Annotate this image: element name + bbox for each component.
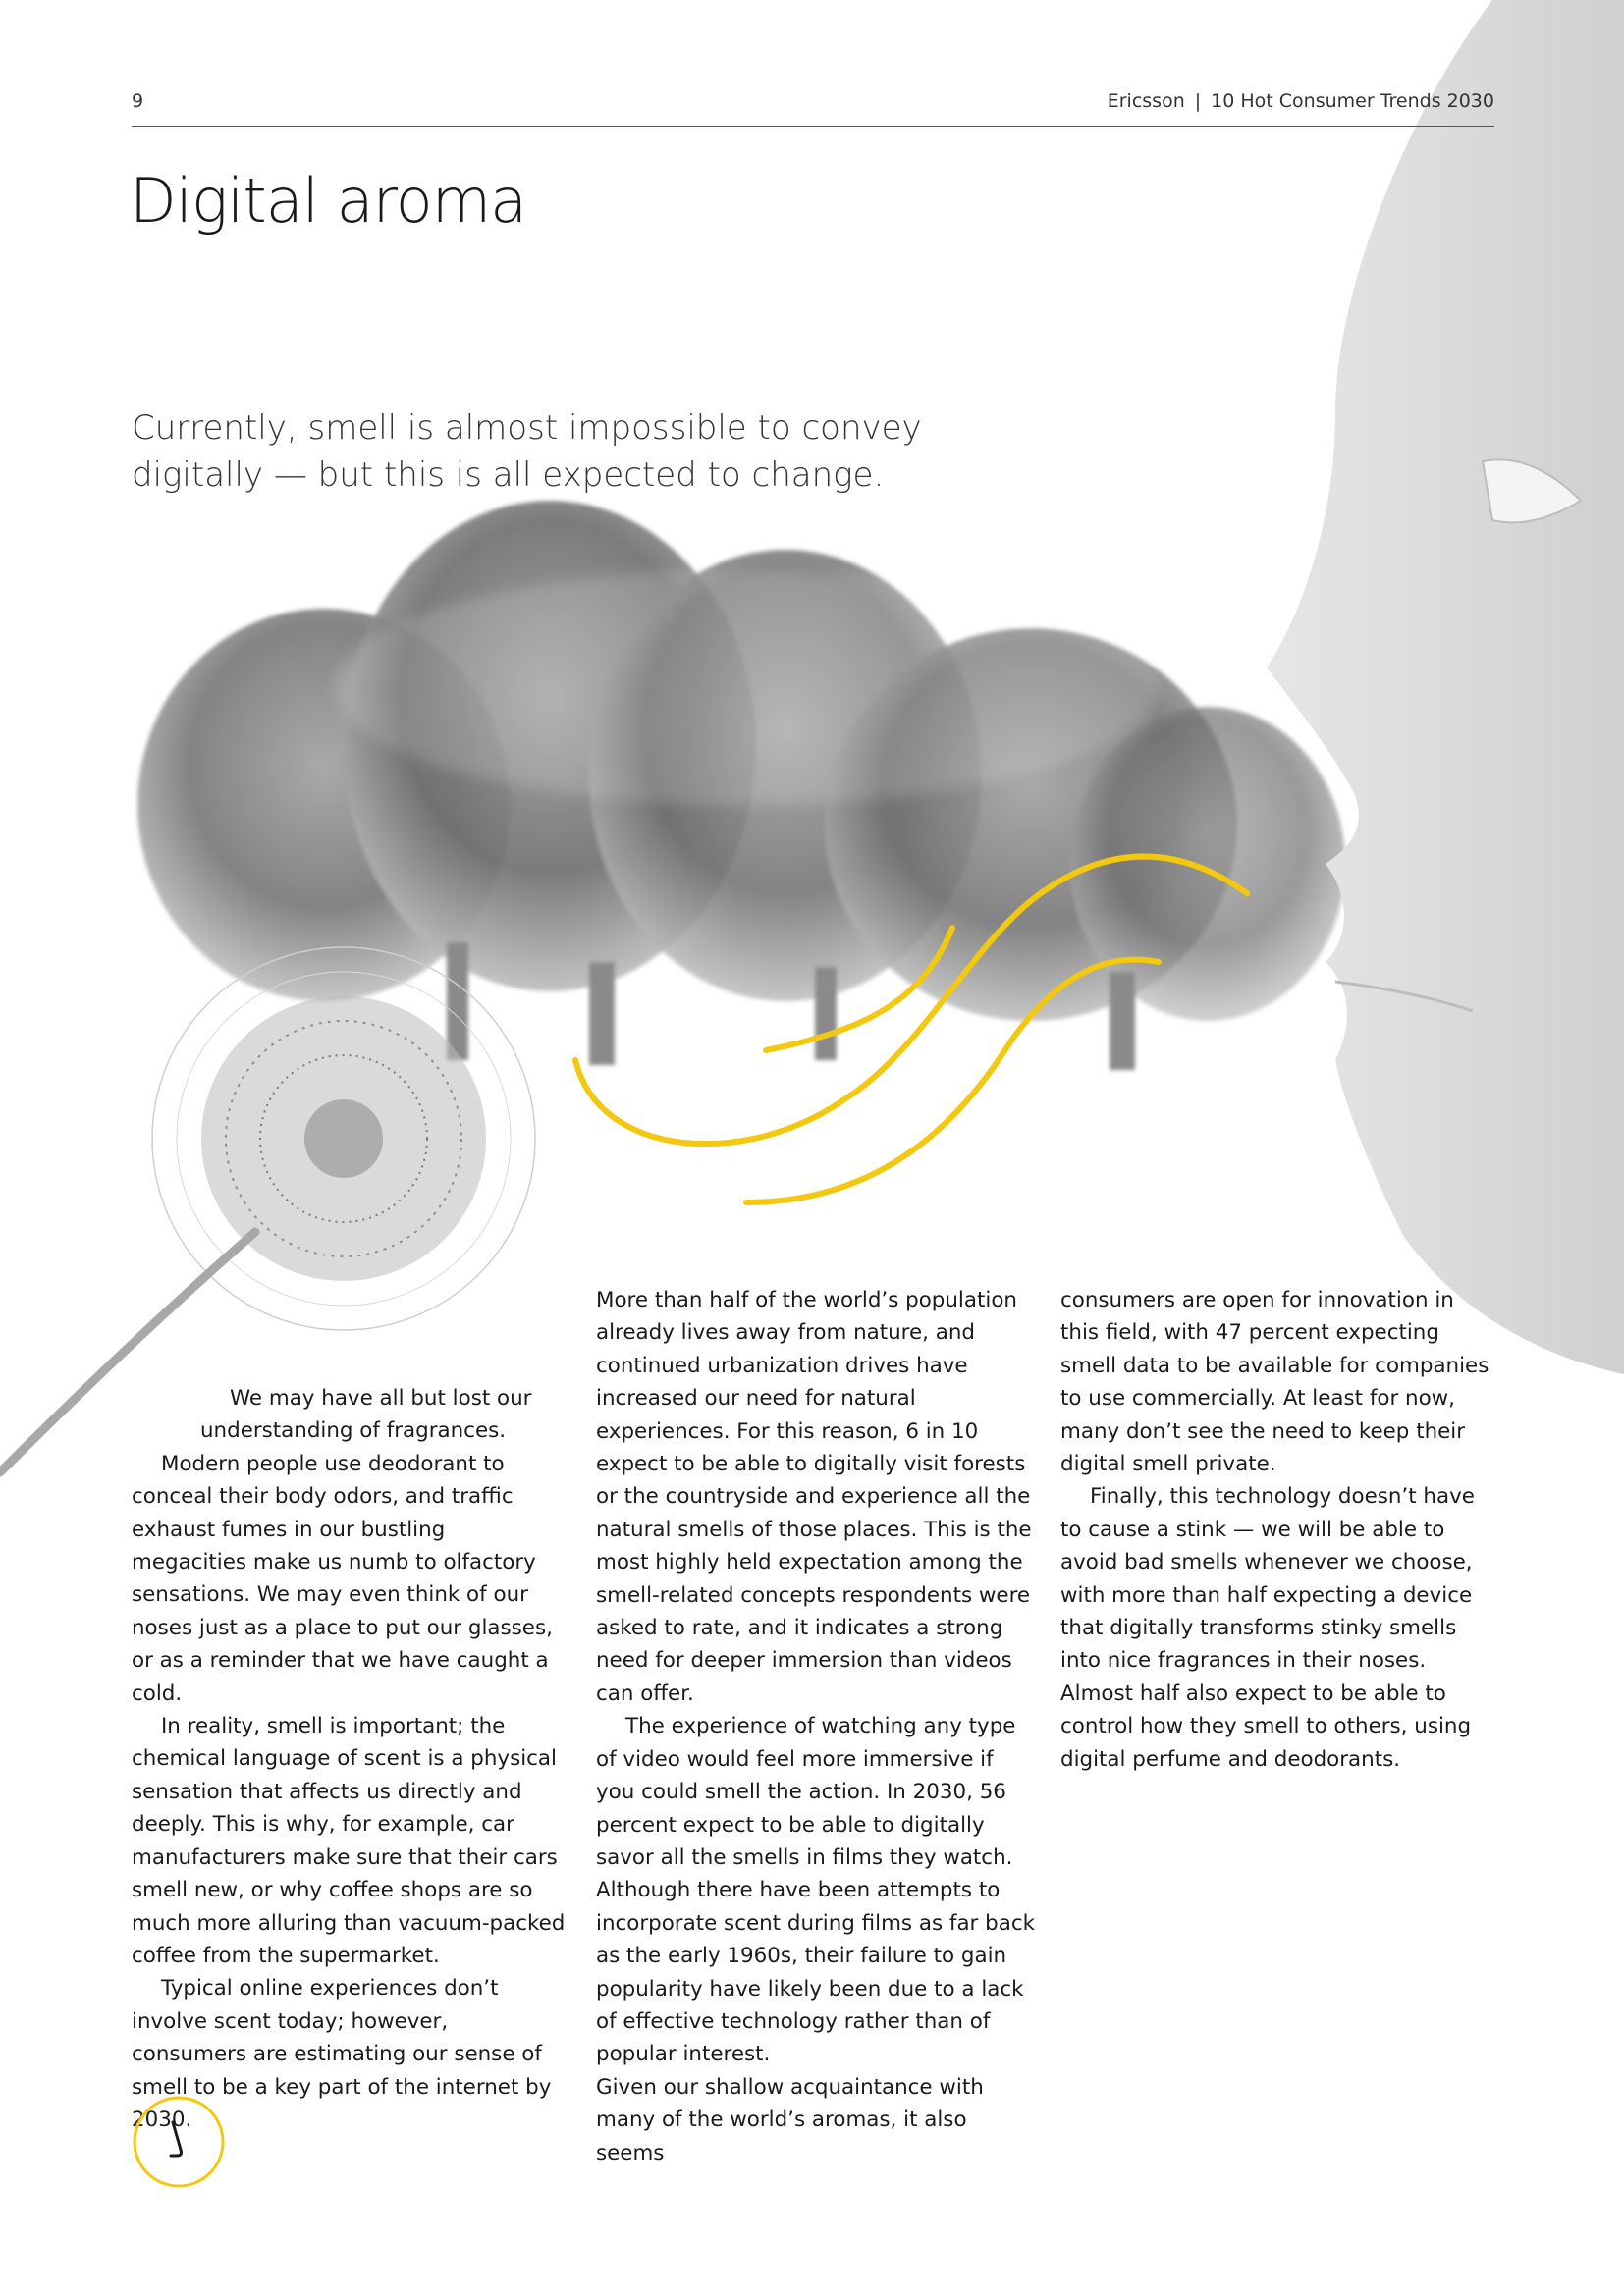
nose-icon [132,2095,226,2189]
paragraph: We may have all but lost our understanding of fragrances. [200,1386,532,1444]
header-separator: | [1194,90,1202,112]
paragraph: consumers are open for innovation in this field, with 47 percent expecting smell data to be available for companies to use commercially. At least for now, many don’t see the need to keep their digital smell private. [1060,1288,1489,1477]
paragraph: In reality, smell is important; the chemical language of scent is a physical sensation that affects us directly and deeply. This is why, for example, car manufacturers make sure that their cars smell new, or why coffee shops are so much more alluring than vacuum-packed coffee from the supermarket. [132,1714,566,1968]
header-divider [132,126,1494,127]
publisher-name: Ericsson [1107,90,1185,112]
page-number: 9 [132,90,144,112]
paragraph: More than half of the world’s population already lives away from nature, and continued urbanization drives have increased our need for natural experiences. For this reason, 6 in 10 expect to be able to digitally visit forests or the countryside and experience all the natural smells of those places. This is the most highly held expectation among the smell-related concepts respondents were asked to rate, and it indicates a strong need for deeper immersion than videos can offer. [596,1288,1032,1706]
report-title: 10 Hot Consumer Trends 2030 [1211,90,1494,112]
page-subtitle: Currently, smell is almost impossible to convey digitally — but this is all expected to change. [132,408,922,495]
text-column-3 [1060,1284,1494,1776]
paragraph: Typical online experiences don’t involve scent today; however, consumers are estimating our sense of smell to be a key part of the internet by 2030. [132,1976,552,2132]
page-title: Digital aroma [130,165,527,237]
face-image [1267,0,1624,1374]
text-column-2 [596,1284,1036,2169]
trees-image [137,501,1345,1070]
text-column-1 [132,1382,566,2136]
paragraph: Finally, this technology doesn’t have to cause a stink — we will be able to avoid bad smells whenever we choose, with more than half expecting a device that digitally transforms stinky smells into nice fragrances in their noses. Almost half also expect to be able to control how they smell to others, using digital perfume and deodorants. [1060,1484,1475,1772]
paragraph: The experience of watching any type of video would feel more immersive if you could smell the action. In 2030, 56 percent expect to be able to digitally savor all the smells in films they watch. Although there have been attempts to incorporate scent during films as far back as the early 1960s, their failure to gain popularity have likely been due to a lack of effective technology rather than of popular interest. [596,1714,1035,2067]
paragraph: Given our shallow acquaintance with many of the world’s aromas, it also seems [596,2074,984,2165]
paragraph: Modern people use deodorant to conceal their body odors, and traffic exhaust fumes in our bustling megacities make us numb to olfactory sensations. We may even think of our noses just as a place to put our glasses, or as a reminder that we have caught a cold. [132,1451,553,1706]
report-header [1108,90,1494,112]
